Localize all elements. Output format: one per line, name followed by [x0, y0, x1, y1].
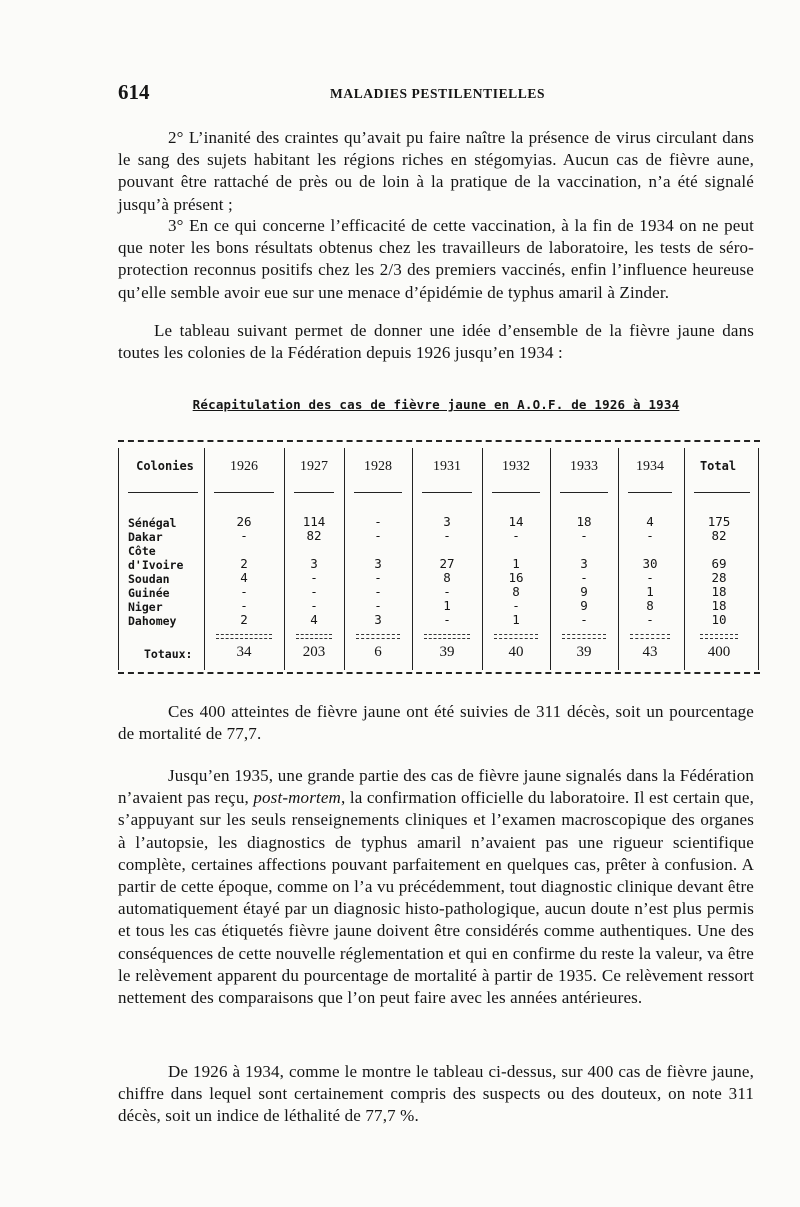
totals-rule	[562, 638, 606, 639]
table-cell: 2	[240, 612, 248, 627]
table-cell: 1	[443, 598, 451, 613]
table-cell: 14	[508, 514, 524, 529]
table-cell: 3	[443, 514, 451, 529]
header-year: 1932	[502, 459, 530, 474]
table-cell: -	[443, 584, 451, 599]
column-total: 39	[439, 644, 455, 660]
column-rule	[758, 448, 759, 670]
totals-rule	[630, 634, 670, 635]
table-cell: 18	[576, 514, 592, 529]
totals-rule	[296, 638, 332, 639]
row-total: 28	[711, 570, 727, 585]
colony-label: d'Ivoire	[128, 558, 184, 572]
header-underline	[214, 492, 274, 493]
column-total: 43	[642, 644, 658, 660]
table-cell: -	[310, 598, 318, 613]
totals-rule	[700, 634, 738, 635]
confirmation-text-end: , la confirmation officielle du laboratoire. Il est certain que, s’appuyant sur les seuls renseignements cliniques et l’examen macroscopique des organes à l’autopsie, les diagnostics de typhus amaril n’avaient pas une rigueur scientifique complète, certaines affections pouvant parfaitement en quelques cas, prêter à confusion. A partir de cette époque, comme on l’a vu précédemment, tout diagnostic clinique devant être automatiquement étayé par un diagnosic histo-pathologique, aucun doute n’est plus permis et tous les cas étiquetés fièvre jaune doivent être considérés comme authentiques. Une des conséquences de cette nouvelle réglementation et qui en confirme du reste la valeur, va être le relèvement apparent du pourcentage de mortalité à partir de 1935. Ce relèvement ressort nettement des comparaisons que l’on peut faire avec les années antérieures.	[118, 788, 754, 1008]
totals-rule	[356, 634, 400, 635]
header-colonies: Colonies	[136, 459, 194, 473]
paragraph-mortality: Ces 400 atteintes de fièvre jaune ont été suivies de 311 décès, soit un pourcentage de mortalité de 77,7.	[118, 702, 754, 744]
column-rule	[118, 448, 119, 670]
table-cell: -	[310, 570, 318, 585]
table-bottom-rule	[118, 672, 760, 674]
column-total: 6	[374, 644, 382, 660]
paragraph-efficacy: 3° En ce qui concerne l’efficacité de cette vaccination, à la fin de 1934 on ne peut que noter les bons résultats obtenus chez les travailleurs de laboratoire, les tests de séro-protection reconnus positifs chez les 2/3 des premiers vaccinés, enfin l’influence heureuse qu’elle semble avoir eue sur une menace d’épidémie de typhus amaril à Zinder.	[118, 216, 754, 302]
header-year: 1928	[364, 459, 392, 474]
table-cell: -	[240, 584, 248, 599]
table-cell: 3	[374, 556, 382, 571]
table-cell: 9	[580, 584, 588, 599]
paragraph-confirmation	[118, 765, 754, 1009]
totals-rule	[296, 634, 332, 635]
totals-rule	[494, 638, 538, 639]
column-rule	[684, 448, 685, 670]
confirmation-text-start: Jusqu’en 1935, une grande partie des cas de fièvre jaune signalés dans la Fédération n’avaient pas reçu,	[118, 766, 754, 808]
table-cell: 4	[240, 570, 248, 585]
grand-total: 400	[707, 644, 731, 660]
running-title: MALADIES PESTILENTIELLES	[330, 86, 546, 101]
column-total: 203	[302, 644, 326, 660]
table-cell: 1	[512, 556, 520, 571]
header-underline	[294, 492, 334, 493]
table-cell: -	[646, 612, 654, 627]
totals-rule	[424, 634, 470, 635]
table-cell: 4	[646, 514, 654, 529]
header-year: 1926	[230, 459, 258, 474]
paragraph-table-intro: Le tableau suivant permet de donner une idée d’ensemble de la fièvre jaune dans toutes les colonies de la Fédération depuis 1926 jusqu’en 1934 :	[118, 321, 754, 363]
row-total: 18	[711, 584, 727, 599]
totals-rule	[216, 634, 272, 635]
table-cell: -	[646, 528, 654, 543]
table-cell: -	[240, 528, 248, 543]
colony-label: Côte	[128, 544, 156, 558]
table-cell: -	[512, 528, 520, 543]
table-cell: 8	[443, 570, 451, 585]
table-cell: 26	[236, 514, 252, 529]
table-cell: -	[580, 612, 588, 627]
table-cell: 8	[646, 598, 654, 613]
page-header	[118, 80, 754, 110]
table-cell: -	[374, 584, 382, 599]
table-cell: 16	[508, 570, 524, 585]
table-cell: -	[374, 598, 382, 613]
table-cell: 3	[580, 556, 588, 571]
header-year: 1927	[300, 459, 328, 474]
totals-rule	[700, 638, 738, 639]
colony-label: Sénégal	[128, 516, 177, 530]
paragraph-lethality: De 1926 à 1934, comme le montre le tableau ci-dessus, sur 400 cas de fièvre jaune, chiffre dans lequel sont certainement compris des suspects ou des douteux, on note 311 décès, soit un indice de léthalité de 77,7 %.	[118, 1062, 754, 1126]
header-year: 1931	[433, 459, 461, 474]
page-number: 614	[118, 80, 150, 104]
header-underline	[422, 492, 472, 493]
table-cell: 8	[512, 584, 520, 599]
totals-rule	[424, 638, 470, 639]
header-year: 1934	[636, 459, 664, 474]
table-cell: -	[443, 528, 451, 543]
header-total: Total	[699, 459, 737, 473]
column-total: 34	[236, 644, 252, 660]
header-underline	[492, 492, 540, 493]
row-total: 18	[711, 598, 727, 613]
table-cell: 3	[374, 612, 382, 627]
table-cell: 114	[302, 514, 326, 529]
paragraph-inanity: 2° L’inanité des craintes qu’avait pu faire naître la présence de virus circulant dans le sang des sujets habitant les régions riches en stégomyias. Aucun cas de fièvre aune, pouvant être rattaché de près ou de loin à la pratique de la vaccination, n’a été signalé jusqu’à présent ;	[118, 128, 754, 214]
table-cell: 3	[310, 556, 318, 571]
table-cell: 1	[646, 584, 654, 599]
colony-label: Guinée	[128, 586, 170, 600]
table-cell: -	[443, 612, 451, 627]
totals-rule	[494, 634, 538, 635]
header-underline	[694, 492, 750, 493]
table-cell: 30	[642, 556, 658, 571]
table-cell: -	[580, 570, 588, 585]
totals-rule	[630, 638, 670, 639]
row-total: 82	[711, 528, 727, 543]
table-cell: -	[374, 514, 382, 529]
row-total: 175	[707, 514, 731, 529]
table-cell: 9	[580, 598, 588, 613]
header-year: 1933	[570, 459, 598, 474]
post-mortem-term: post-mortem	[253, 788, 341, 808]
table-cell: -	[240, 598, 248, 613]
row-total: 10	[711, 612, 727, 627]
yellow-fever-table	[118, 434, 760, 679]
table-cell: -	[580, 528, 588, 543]
table-cell: 82	[306, 528, 322, 543]
table-cell: -	[646, 570, 654, 585]
header-underline	[628, 492, 672, 493]
header-underline	[128, 492, 198, 493]
table-cell: -	[374, 528, 382, 543]
totals-rule	[216, 638, 272, 639]
colony-label: Dakar	[128, 530, 163, 544]
totals-rule	[356, 638, 400, 639]
table-title: Récapitulation des cas de fièvre jaune en A.O.F. de 1926 à 1934	[192, 397, 680, 412]
column-total: 39	[576, 644, 592, 660]
table-cell: 27	[439, 556, 455, 571]
table-cell: 1	[512, 612, 520, 627]
table-cell: -	[374, 570, 382, 585]
totals-label: Totaux:	[144, 647, 193, 661]
column-total: 40	[508, 644, 524, 660]
totals-rule	[562, 634, 606, 635]
table-top-rule	[118, 440, 760, 442]
header-underline	[560, 492, 608, 493]
table-cell: -	[310, 584, 318, 599]
table-cell: 2	[240, 556, 248, 571]
colony-label: Niger	[128, 600, 163, 614]
colony-label: Soudan	[128, 572, 170, 586]
row-total: 69	[711, 556, 727, 571]
table-cell: -	[512, 598, 520, 613]
header-underline	[354, 492, 402, 493]
colony-label: Dahomey	[128, 614, 177, 628]
table-cell: 4	[310, 612, 318, 627]
